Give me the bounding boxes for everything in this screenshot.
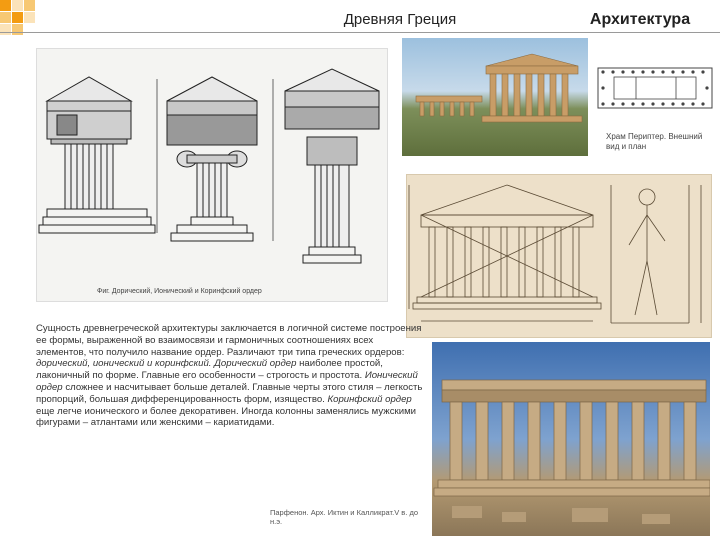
orders-drawing — [36, 48, 388, 302]
temple-plan — [596, 64, 714, 112]
corinthian-term: Коринфский ордер — [327, 393, 412, 405]
body-text — [36, 323, 426, 429]
temple-photo — [402, 38, 588, 156]
temple-caption: Храм Периптер. Внешний вид и план — [606, 132, 703, 151]
parthenon-photo — [432, 342, 710, 536]
slide-title: Древняя Греция — [343, 11, 457, 28]
proportions-drawing — [406, 174, 712, 338]
corner-decoration — [0, 0, 46, 46]
parthenon-caption: Парфенон. Арх. Иктин и Калликрат.V в. до н.э. — [270, 508, 418, 526]
doric-description: наиболее простой, лаконичный по форме. Главные его особенности – строгость и простота. — [36, 358, 383, 382]
ionic-term: Ионический ордер — [36, 370, 418, 393]
intro-text: Сущность древнегреческой архитектуры заключается в логичной системе построения ее формы, выраженной во взаимосвязи и гармоничных соотношениях всех элементов, что получило название ордер. Различают три типа греческих ордеров: — [36, 323, 422, 358]
header-divider — [0, 32, 720, 33]
corinthian-description: еще легче ионического и более декоративен. Иногда колонны заменялись мужскими фигурами – атлантами или женскими – кариатидами. — [36, 405, 417, 429]
slide-topic: Архитектура — [589, 11, 691, 28]
doric-term: Дорический ордер — [214, 358, 297, 370]
ionic-description: сложнее и насчитывает больше деталей. Главные черты этого стиля – легкость пропорций, большая дифференцированность форм, изящество. — [36, 381, 423, 405]
orders-drawing-caption: Фиг. Дорический, Ионический и Коринфский ордер — [97, 288, 262, 295]
orders-list: дорический, ионический и коринфский. — [36, 358, 212, 370]
